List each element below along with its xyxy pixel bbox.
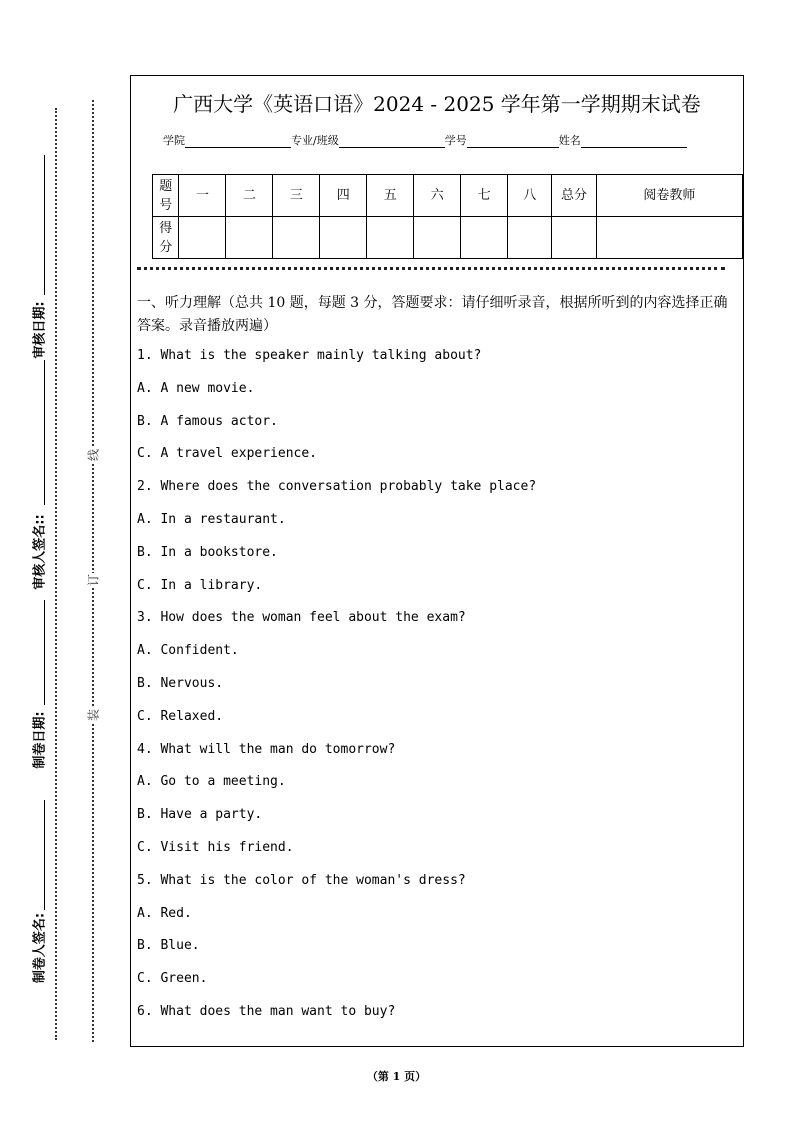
column-header: 阅卷教师 [596,175,742,217]
signature-line [44,800,45,910]
setter-date-label: 制卷日期: [32,711,48,769]
question-text: 5. What is the color of the woman's dress? [137,872,466,888]
answer-option: C. In a library. [137,577,263,593]
answer-option: C. Visit his friend. [137,839,294,855]
score-cell[interactable] [414,217,461,259]
name-field[interactable] [581,135,687,148]
column-header: 一 [179,175,226,217]
review-date-label: 审核日期: [32,301,48,359]
question-text: 4. What will the man do tomorrow? [137,741,396,757]
binding-mark-bind: 装 [86,708,101,722]
question-text: 3. How does the woman feel about the exam? [137,610,466,626]
row-label: 得分 [153,217,179,259]
dotted-binding-line [92,100,94,1042]
question-text: 6. What does the man want to buy? [137,1003,396,1019]
answer-option: C. A travel experience. [137,446,318,462]
column-header: 总分 [552,175,596,217]
column-header: 八 [508,175,552,217]
table-row [153,217,743,259]
answer-option: A. A new movie. [137,380,255,396]
score-cell[interactable] [552,217,596,259]
student-id-label: 学号 [444,134,467,147]
answer-option: B. A famous actor. [137,413,278,429]
column-header: 二 [226,175,273,217]
setter-signature-label: 制卷人签名: [32,912,48,984]
table-row [153,175,743,217]
question-text: 2. Where does the conversation probably take place? [137,479,537,495]
score-cell[interactable] [461,217,508,259]
question-text: 1. What is the speaker mainly talking about? [137,348,482,363]
score-cell[interactable] [179,217,226,259]
answer-option: B. Blue. [137,938,200,954]
name-label: 姓名 [558,134,581,147]
student-id-field[interactable] [467,135,559,148]
score-cell[interactable] [320,217,367,259]
score-cell[interactable] [226,217,273,259]
score-cell[interactable] [508,217,552,259]
signature-line [44,155,45,295]
score-cell[interactable] [273,217,320,259]
score-cell[interactable] [596,217,742,259]
score-cell[interactable] [367,217,414,259]
exam-frame [130,75,744,1047]
college-label: 学院 [163,134,185,147]
answer-option: A. Confident. [137,643,239,659]
answer-option: A. In a restaurant. [137,511,286,527]
column-header: 六 [414,175,461,217]
college-field[interactable] [185,135,291,148]
column-header: 七 [461,175,508,217]
major-label: 专业/班级 [291,134,339,147]
row-label: 题号 [153,175,179,217]
column-header: 四 [320,175,367,217]
column-header: 五 [367,175,414,217]
answer-option: B. Nervous. [137,675,224,691]
signature-line [44,600,45,705]
answer-option: C. Relaxed. [137,708,224,724]
question-list [137,345,536,1034]
student-info [163,132,687,148]
reviewer-signature-label: 审核人签名:: [32,514,48,590]
answer-option: B. Have a party. [137,807,263,823]
page-title: 广西大学《英语口语》2024 - 2025 学年第一学期期末试卷 [173,92,701,116]
binding-mark-line: 线 [86,448,101,462]
column-header: 三 [273,175,320,217]
answer-option: A. Go to a meeting. [137,774,286,790]
answer-option: B. In a bookstore. [137,544,278,560]
page-number: （第 1 页） [366,1070,427,1083]
dotted-cut-line [55,108,57,1040]
signature-line [44,360,45,505]
answer-option: C. Green. [137,971,208,987]
major-field[interactable] [339,135,445,148]
dotted-divider [137,267,725,270]
section-heading: 一、听力理解（总共 10 题，每题 3 分，答题要求：请仔细听录音，根据所听到的内容选择正确答案。录音播放两遍） [137,295,728,334]
binding-mark-staple: 订 [86,573,101,587]
score-table [152,174,743,259]
answer-option: A. Red. [137,905,192,921]
